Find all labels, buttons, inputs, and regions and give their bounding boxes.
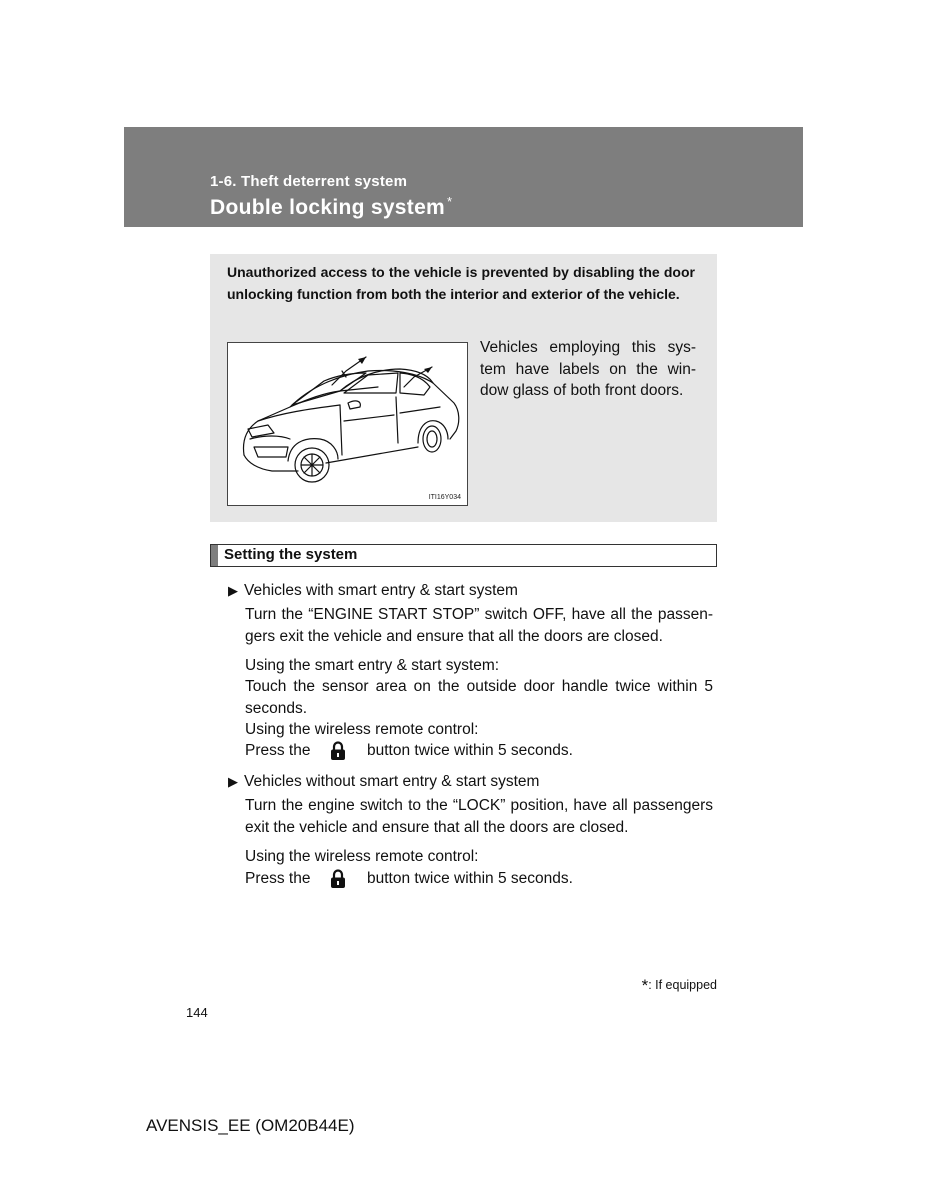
nonsmart-press-line	[245, 868, 573, 890]
bullet-no-smart-entry-text: Vehicles without smart entry & start system	[244, 773, 540, 790]
section-label: 1-6. Theft deterrent system	[210, 173, 408, 190]
smart-press-line	[245, 740, 573, 762]
heading-accent	[211, 545, 218, 566]
footnote-text: : If equipped	[648, 978, 717, 992]
press-suffix: button twice within 5 seconds.	[367, 870, 573, 887]
page-title-text: Double locking system	[210, 196, 446, 219]
equipped-mark: *	[447, 194, 453, 209]
bullet-smart-entry	[228, 580, 518, 602]
smart-remote-heading: Using the wireless remote control:	[245, 721, 479, 738]
bullet-arrow-icon: ▶	[228, 774, 238, 789]
bullet-smart-entry-text: Vehicles with smart entry & start system	[244, 582, 518, 599]
figure-caption: Vehicles employing this sys-tem have labels on the win-dow glass of both front doors.	[480, 339, 696, 399]
bullet-no-smart-entry	[228, 771, 539, 793]
smart-instruction: Turn the “ENGINE START STOP” switch OFF, have all the passen-gers exit the vehicle and ensure that all the doors are closed.	[245, 606, 713, 645]
model-code: AVENSIS_EE (OM20B44E)	[146, 1116, 355, 1135]
smart-method-heading: Using the smart entry & start system:	[245, 657, 500, 674]
bullet-arrow-icon: ▶	[228, 583, 238, 598]
footnote	[642, 976, 717, 996]
page-title	[210, 194, 452, 220]
car-drawing	[228, 343, 467, 505]
subsection-heading-text: Setting the system	[224, 546, 358, 563]
figure-id: ITI16Y034	[428, 494, 461, 501]
page-number: 144	[186, 1005, 208, 1020]
press-suffix: button twice within 5 seconds.	[367, 742, 573, 759]
nonsmart-instruction: Turn the engine switch to the “LOCK” position, have all passengers exit the vehicle and ensure that all the doors are closed.	[245, 797, 713, 836]
padlock-icon	[329, 869, 347, 889]
smart-touch-instruction: Touch the sensor area on the outside door handle twice within 5 seconds.	[245, 678, 713, 717]
footnote-mark: *	[641, 976, 649, 995]
intro-box	[210, 254, 717, 522]
nonsmart-remote-heading: Using the wireless remote control:	[245, 848, 479, 865]
subsection-heading	[210, 544, 717, 567]
intro-text: Unauthorized access to the vehicle is prevented by disabling the door unlocking function from both the interior and exterior of the vehicle.	[227, 264, 695, 302]
press-prefix: Press the	[245, 870, 311, 887]
press-prefix: Press the	[245, 742, 311, 759]
car-illustration	[227, 342, 468, 506]
padlock-icon	[329, 741, 347, 761]
